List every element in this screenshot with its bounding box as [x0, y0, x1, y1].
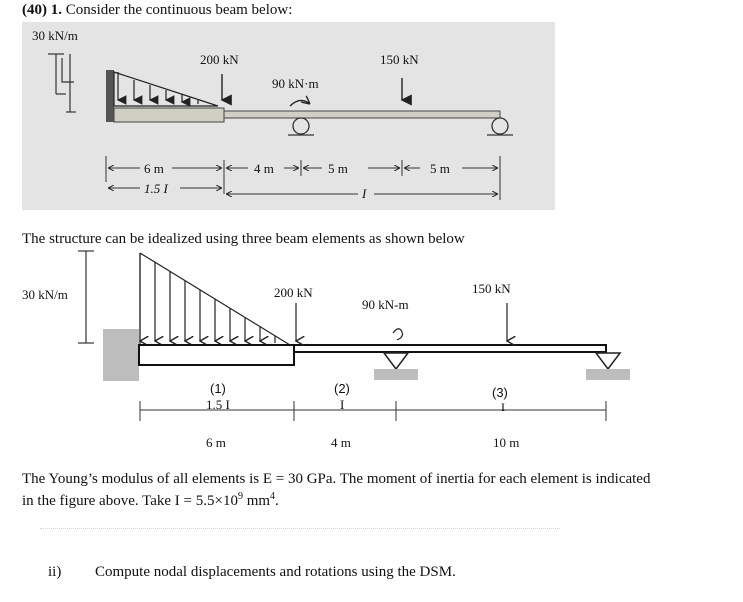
triangular-load-2 [140, 253, 290, 345]
fig1-point-load-2-label: 150 kN [380, 52, 419, 67]
fig1-inertia-2-label: I [362, 186, 367, 201]
subquestion-text: Compute nodal displacements and rotations using the DSM. [95, 564, 456, 580]
fixed-wall [106, 70, 114, 122]
fig1-load-label: 30 kN/m [32, 28, 78, 43]
fig2-load-label: 30 kN/m [22, 287, 68, 302]
beam-figure-original-drawing [22, 22, 555, 210]
triangular-load [114, 72, 218, 106]
question-text: Consider the continuous beam below: [65, 2, 293, 18]
pin-support-2 [586, 353, 630, 380]
element-3-inertia: I [501, 400, 505, 414]
load-dimension [48, 54, 76, 112]
fig2-point-load-2-label: 150 kN [472, 281, 511, 296]
beam-figure-idealized [0, 245, 743, 460]
paragraph-line-2-prefix: in the figure above. Take I = 5.5×10 [22, 493, 238, 509]
fig2-point-load-1-label: 200 kN [274, 285, 313, 300]
modulus-paragraph [22, 470, 722, 510]
beam-figure-idealized-drawing [0, 245, 743, 460]
fig1-span-3-label: 5 m [328, 161, 348, 176]
fig1-moment-label: 90 kN·m [272, 76, 319, 91]
element-2-id: (2) [334, 381, 350, 396]
paragraph-unit-exponent: 4 [270, 491, 276, 502]
fig1-point-load-1-label: 200 kN [200, 52, 239, 67]
beam-element-2-3 [294, 345, 606, 352]
roller-support-2 [487, 118, 513, 135]
fixed-support [103, 329, 139, 381]
element-1-length: 6 m [206, 435, 226, 450]
fig1-span-4-label: 5 m [430, 161, 450, 176]
load-dimension-2 [78, 251, 94, 343]
beam-element-1 [139, 345, 294, 365]
pin-support-1 [374, 353, 418, 380]
question-header [22, 2, 292, 19]
element-2-length: 4 m [331, 435, 351, 450]
subquestion-label: ii) [48, 564, 62, 580]
element-3-length: 10 m [493, 435, 520, 450]
fig1-span-1-label: 6 m [144, 161, 164, 176]
question-number: (40) 1. [22, 2, 62, 18]
element-1-inertia: 1.5 I [206, 397, 230, 412]
fig2-moment-label: 90 kN-m [362, 297, 409, 312]
beam-section-thick [114, 108, 224, 122]
idealization-text: The structure can be idealized using three beam elements as shown below [22, 231, 465, 247]
paragraph-line-2-mid: mm [242, 493, 271, 509]
element-1-id: (1) [210, 381, 226, 396]
cropped-text-residue [40, 528, 560, 530]
moment-icon [393, 329, 402, 340]
element-3-id: (3) [492, 385, 508, 400]
fig1-inertia-1-label: 1.5 I [144, 181, 168, 196]
roller-support-1 [288, 118, 314, 135]
beam-section-thin [224, 111, 500, 118]
paragraph-line-1: The Young’s modulus of all elements is E = 30 GPa. The moment of inertia for each element is indicated [22, 471, 651, 487]
paragraph-line-2 [22, 488, 722, 510]
paragraph-exponent: 9 [237, 491, 243, 502]
fig1-span-2-label: 4 m [254, 161, 274, 176]
paragraph-line-2-suffix: . [275, 493, 279, 509]
element-2-inertia: I [340, 397, 345, 412]
beam-figure-original [22, 22, 555, 210]
moment-arrow-icon [290, 100, 310, 106]
